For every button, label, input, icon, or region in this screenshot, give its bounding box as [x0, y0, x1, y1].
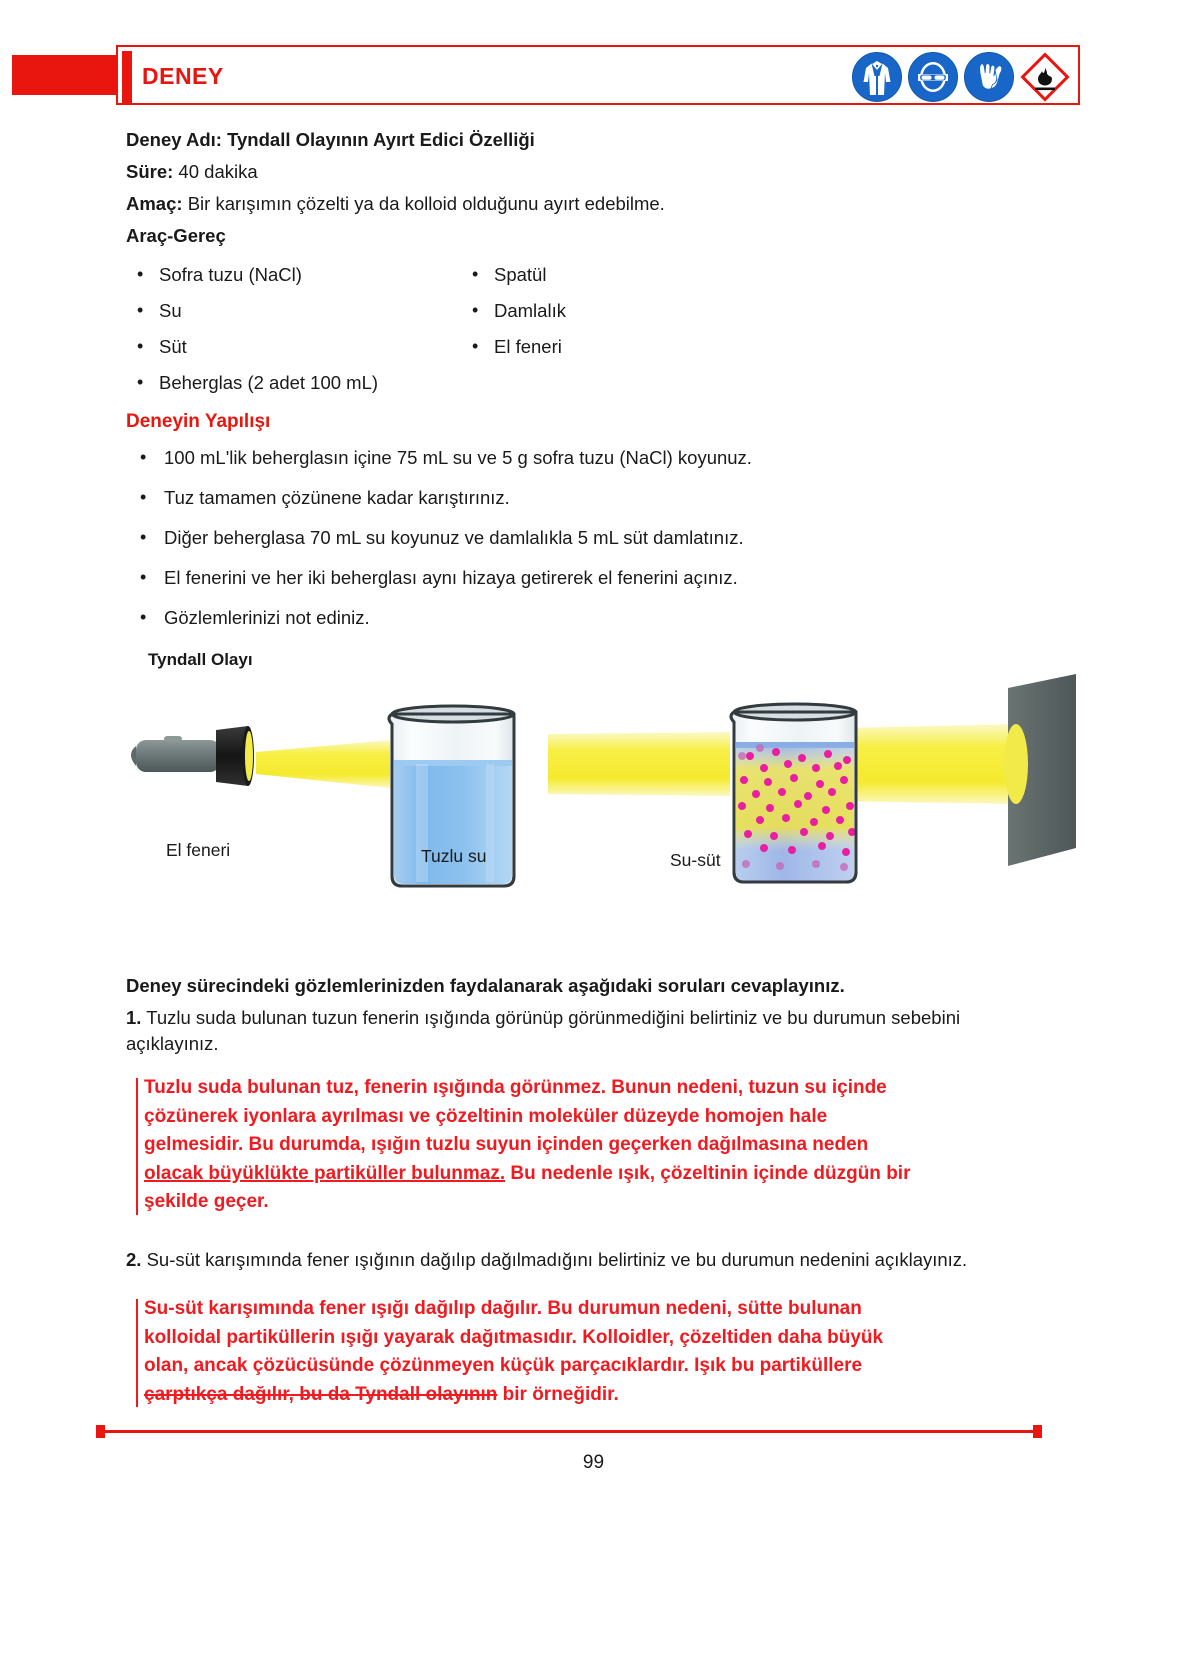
answer-line-tail: Bu nedenle ışık, çözeltinin içinde düzgün bir: [505, 1162, 911, 1184]
bullet-icon: •: [140, 567, 147, 587]
bullet-icon: •: [140, 607, 147, 627]
bullet-icon: •: [137, 372, 144, 392]
answer-line: Su-süt karışımında fener ışığı dağılıp dağılır. Bu durumun nedeni, sütte bulunan: [144, 1298, 862, 1319]
material-label: Süt: [159, 336, 187, 357]
flashlight-illustration: [131, 726, 254, 786]
answer-underlined-fragment: olacak büyüklükte partiküller bulunmaz.: [144, 1162, 506, 1184]
answer-2: [144, 1295, 1044, 1409]
bullet-icon: •: [137, 300, 144, 320]
header-box: [116, 45, 1080, 105]
procedure-step: Tuz tamamen çözünene kadar karıştırınız.: [164, 487, 510, 508]
lab-coat-icon: [852, 52, 902, 102]
diagram-title: Tyndall Olayı: [148, 650, 253, 669]
answer-line-tail: bir örneğidir.: [497, 1383, 619, 1405]
header-accent-bar: [122, 51, 132, 103]
procedure-step: Diğer beherglasa 70 mL su koyunuz ve damlalıkla 5 mL süt damlatınız.: [164, 527, 744, 548]
bullet-icon: •: [140, 527, 147, 547]
light-beam-segment: [548, 732, 730, 796]
footer-rule-cap-left: [96, 1425, 105, 1438]
list-item: [140, 527, 1020, 549]
flammable-hazard-icon: [1020, 52, 1070, 102]
bullet-icon: •: [137, 336, 144, 356]
procedure-step: Gözlemlerinizi not ediniz.: [164, 607, 370, 628]
answer-line: olan, ancak çözücüsünde çözünmeyen küçük parçacıklardır. Işık bu partiküllere: [144, 1355, 863, 1376]
safety-goggles-icon: [908, 52, 958, 102]
bullet-icon: •: [472, 300, 479, 320]
page-header: [116, 45, 1082, 107]
gloves-icon: [964, 52, 1014, 102]
experiment-name-label: Deney Adı:: [126, 129, 222, 150]
material-label: El feneri: [494, 336, 562, 357]
bullet-icon: •: [472, 336, 479, 356]
question-text: Tuzlu suda bulunan tuzun fenerin ışığında görünüp görünmediğini belirtiniz ve bu durumun sebebini açıklayınız.: [126, 1007, 961, 1055]
page-title: DENEY: [142, 63, 224, 89]
page-number: 99: [582, 1452, 605, 1473]
experiment-name-row: [126, 129, 535, 151]
bullet-icon: •: [140, 447, 147, 467]
list-item: [472, 336, 772, 358]
purpose-value: Bir karışımın çözelti ya da kolloid olduğunu ayırt edebilme.: [182, 193, 665, 214]
duration-value: 40 dakika: [173, 161, 258, 182]
caption-beaker-salt-water: Tuzlu su: [421, 846, 487, 866]
list-item: [472, 264, 772, 286]
list-item: [140, 607, 1020, 629]
purpose-label: Amaç:: [126, 193, 183, 214]
answer-line: şekilde geçer.: [144, 1191, 269, 1212]
procedure-heading: Deneyin Yapılışı: [126, 411, 271, 432]
diagram-illustration: [116, 668, 1082, 888]
question-1: [126, 1005, 1026, 1058]
material-label: Su: [159, 300, 182, 321]
materials-column-right: [472, 264, 772, 372]
answer-line-annotated: [144, 1381, 1044, 1410]
duration-row: [126, 161, 258, 183]
header-red-tab: [12, 55, 122, 95]
materials-column-left: [137, 264, 457, 408]
tyndall-diagram: [116, 640, 1082, 890]
question-2: [126, 1247, 1036, 1273]
caption-flashlight: El feneri: [166, 840, 231, 860]
answer-line: Tuzlu suda bulunan tuz, fenerin ışığında görünmez. Bunun nedeni, tuzun su içinde: [144, 1077, 887, 1098]
bullet-icon: •: [140, 487, 147, 507]
answer-1: [144, 1074, 1044, 1217]
question-number: 2.: [126, 1249, 142, 1270]
procedure-step: El fenerini ve her iki beherglası aynı hizaya getirerek el fenerini açınız.: [164, 567, 738, 588]
footer-rule-cap-right: [1033, 1425, 1042, 1438]
material-label: Damlalık: [494, 300, 566, 321]
material-label: Spatül: [494, 264, 547, 285]
material-label: Beherglas (2 adet 100 mL): [159, 372, 379, 393]
list-item: [472, 300, 772, 322]
footer-rule: [96, 1430, 1042, 1433]
question-text: Su-süt karışımında fener ışığının dağılıp dağılmadığını belirtiniz ve bu durumun nedenini açıklayınız.: [141, 1249, 968, 1270]
answer-line: gelmesidir. Bu durumda, ışığın tuzlu suyun içinden geçerken dağılmasına neden: [144, 1134, 869, 1155]
answer-line: kolloidal partiküllerin ışığı yayarak dağıtmasıdır. Kolloidler, çözeltiden daha büyük: [144, 1326, 884, 1348]
caption-beaker-water-milk: Su-süt: [670, 850, 721, 870]
list-item: [137, 372, 457, 394]
answer-line: çözünerek iyonlara ayrılması ve çözeltinin moleküler düzeyde homojen hale: [144, 1105, 828, 1127]
projection-screen: [1004, 674, 1076, 866]
list-item: [137, 336, 457, 358]
light-beam-segment: [256, 740, 390, 788]
list-item: [140, 567, 1020, 589]
purpose-row: [126, 193, 665, 215]
procedure-step: 100 mL'lik beherglasın içine 75 mL su ve 5 g sofra tuzu (NaCl) koyunuz.: [164, 447, 752, 468]
list-item: [140, 447, 1020, 469]
duration-label: Süre:: [126, 161, 174, 182]
beaker-water-milk: [731, 704, 856, 882]
materials-heading: Araç-Gereç: [126, 225, 226, 246]
bullet-icon: •: [137, 264, 144, 284]
question-number: 1.: [126, 1007, 142, 1028]
questions-heading: Deney sürecindeki gözlemlerinizden faydalanarak aşağıdaki soruları cevaplayınız.: [126, 975, 845, 996]
material-label: Sofra tuzu (NaCl): [159, 264, 302, 285]
experiment-name-value: Tyndall Olayının Ayırt Edici Özelliği: [221, 129, 535, 150]
list-item: [137, 300, 457, 322]
answer-struck-fragment: çarptıkça dağılır, bu da Tyndall olayının: [144, 1383, 498, 1405]
answer-line-annotated: [144, 1160, 1044, 1189]
list-item: [137, 264, 457, 286]
procedure-list: [140, 447, 1020, 647]
safety-icon-group: [852, 52, 1070, 102]
bullet-icon: •: [472, 264, 479, 284]
list-item: [140, 487, 1020, 509]
